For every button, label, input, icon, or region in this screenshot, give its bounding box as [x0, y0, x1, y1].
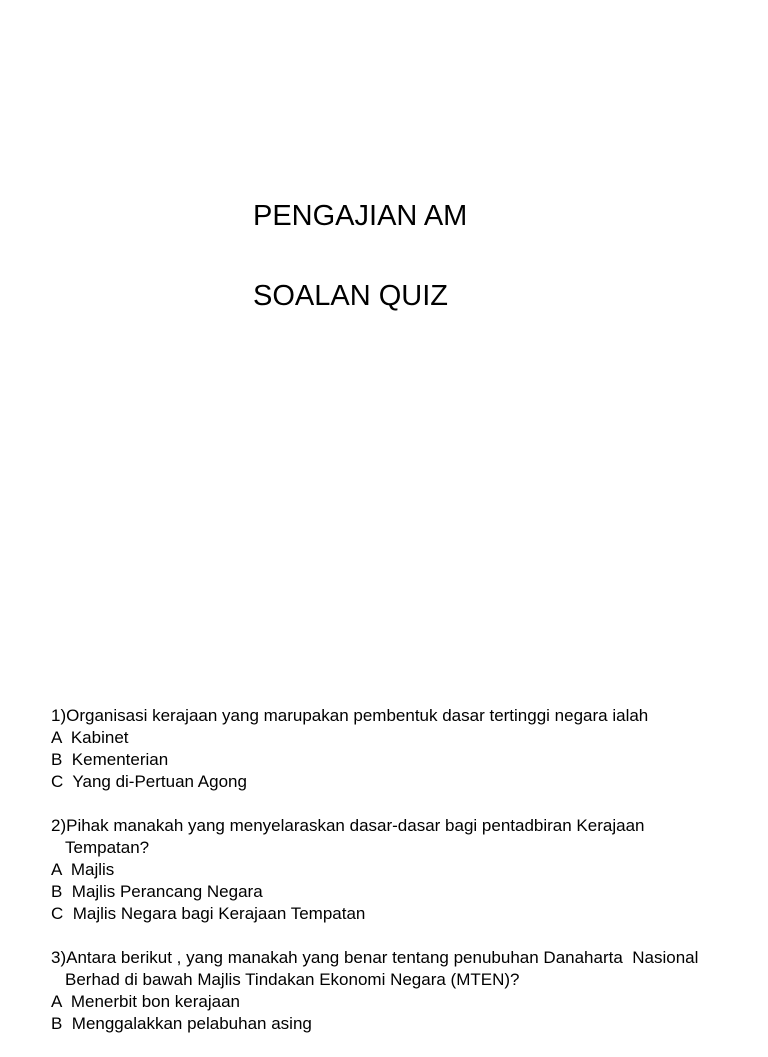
question-1-text: 1)Organisasi kerajaan yang marupakan pembentuk dasar tertinggi negara ialah — [51, 706, 649, 725]
question-1-option-b: B Kementerian — [51, 750, 169, 769]
document-subtitle: SOALAN QUIZ — [253, 280, 448, 312]
question-3-option-a: A Menerbit bon kerajaan — [51, 992, 241, 1011]
question-2-option-c: C Majlis Negara bagi Kerajaan Tempatan — [51, 904, 366, 923]
question-3-text-cont: Berhad di bawah Majlis Tindakan Ekonomi Negara (MTEN)? — [65, 970, 520, 989]
question-1-option-a: A Kabinet — [51, 728, 129, 747]
question-2-option-a: A Majlis — [51, 860, 115, 879]
question-1 — [51, 705, 763, 793]
question-list — [51, 705, 763, 1057]
question-3-text: 3)Antara berikut , yang manakah yang benar tentang penubuhan Danaharta Nasional — [51, 948, 699, 967]
question-2-option-b: B Majlis Perancang Negara — [51, 882, 263, 901]
question-2-text-cont: Tempatan? — [65, 838, 150, 857]
question-2-text: 2)Pihak manakah yang menyelaraskan dasar-dasar bagi pentadbiran Kerajaan — [51, 816, 645, 835]
question-3 — [51, 947, 763, 1035]
question-1-option-c: C Yang di-Pertuan Agong — [51, 772, 247, 791]
document-title: PENGAJIAN AM — [253, 200, 468, 232]
question-3-option-b: B Menggalakkan pelabuhan asing — [51, 1014, 312, 1033]
question-2 — [51, 815, 763, 925]
